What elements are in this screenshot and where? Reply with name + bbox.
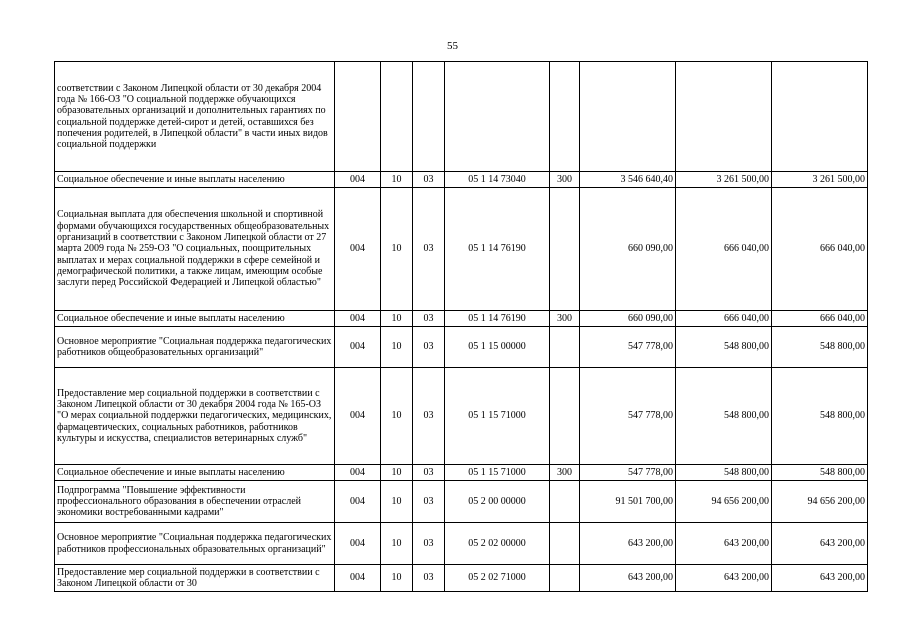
row-description: Социальное обеспечение и иные выплаты населению (55, 465, 335, 481)
amount-col-2: 643 200,00 (676, 565, 772, 592)
row-description: Социальное обеспечение и иные выплаты населению (55, 172, 335, 188)
target-article-code: 05 1 14 73040 (445, 172, 550, 188)
ministry-code: 004 (335, 311, 381, 327)
amount-col-1: 643 200,00 (580, 565, 676, 592)
amount-col-2: 548 800,00 (676, 465, 772, 481)
amount-col-2: 548 800,00 (676, 368, 772, 465)
table-row (55, 327, 868, 368)
amount-col-1: 547 778,00 (580, 465, 676, 481)
ministry-code: 004 (335, 188, 381, 311)
subsection-code (413, 62, 445, 172)
ministry-code: 004 (335, 327, 381, 368)
amount-col-2: 666 040,00 (676, 311, 772, 327)
ministry-code: 004 (335, 523, 381, 565)
expense-type-code (550, 368, 580, 465)
amount-col-1: 643 200,00 (580, 523, 676, 565)
ministry-code: 004 (335, 465, 381, 481)
subsection-code: 03 (413, 481, 445, 523)
target-article-code: 05 1 15 71000 (445, 368, 550, 465)
target-article-code: 05 1 14 76190 (445, 188, 550, 311)
page-number: 55 (447, 40, 458, 52)
amount-col-1: 91 501 700,00 (580, 481, 676, 523)
amount-col-2: 94 656 200,00 (676, 481, 772, 523)
section-code (381, 62, 413, 172)
subsection-code: 03 (413, 327, 445, 368)
row-description: Социальная выплата для обеспечения школьной и спортивной формами обучающихся государственных общеобразовательных организаций в соответствии с Законом Липецкой области от 27 марта 2009 года № 259-ОЗ "О социальных, поощрительных выплатах и мерах социальной поддержки в сфере семейной и демографической политики, а также лицам, имеющим особые заслуги перед Российской Федерацией и Липецкой областью" (55, 188, 335, 311)
ministry-code: 004 (335, 481, 381, 523)
table-row (55, 172, 868, 188)
section-code: 10 (381, 368, 413, 465)
amount-col-2: 666 040,00 (676, 188, 772, 311)
target-article-code (445, 62, 550, 172)
target-article-code: 05 2 02 71000 (445, 565, 550, 592)
amount-col-3: 666 040,00 (772, 188, 868, 311)
section-code: 10 (381, 481, 413, 523)
amount-col-3: 548 800,00 (772, 368, 868, 465)
section-code: 10 (381, 565, 413, 592)
subsection-code: 03 (413, 188, 445, 311)
target-article-code: 05 1 14 76190 (445, 311, 550, 327)
amount-col-1: 660 090,00 (580, 311, 676, 327)
amount-col-3: 643 200,00 (772, 523, 868, 565)
target-article-code: 05 2 02 00000 (445, 523, 550, 565)
row-description: Социальное обеспечение и иные выплаты населению (55, 311, 335, 327)
amount-col-1: 660 090,00 (580, 188, 676, 311)
table-row (55, 62, 868, 172)
amount-col-3: 548 800,00 (772, 327, 868, 368)
row-description: соответствии с Законом Липецкой области от 30 декабря 2004 года № 166-ОЗ "О социальной поддержке обучающихся образовательных организаций и дополнительных гарантиях по социальной поддержке детей-сирот и детей, оставшихся без попечения родителей, в Липецкой области" в части иных видов социальной поддержки (55, 62, 335, 172)
subsection-code: 03 (413, 172, 445, 188)
subsection-code: 03 (413, 465, 445, 481)
expense-type-code (550, 188, 580, 311)
table-row (55, 311, 868, 327)
row-description: Основное мероприятие "Социальная поддержка педагогических работников профессиональных образовательных организаций" (55, 523, 335, 565)
expense-type-code (550, 565, 580, 592)
amount-col-3 (772, 62, 868, 172)
amount-col-3: 94 656 200,00 (772, 481, 868, 523)
amount-col-1: 3 546 640,40 (580, 172, 676, 188)
amount-col-2: 643 200,00 (676, 523, 772, 565)
budget-table (54, 61, 868, 592)
target-article-code: 05 2 00 00000 (445, 481, 550, 523)
expense-type-code: 300 (550, 311, 580, 327)
table-row (55, 465, 868, 481)
ministry-code: 004 (335, 565, 381, 592)
row-description: Предоставление мер социальной поддержки в соответствии с Законом Липецкой области от 30 (55, 565, 335, 592)
section-code: 10 (381, 465, 413, 481)
target-article-code: 05 1 15 71000 (445, 465, 550, 481)
table-row (55, 481, 868, 523)
ministry-code: 004 (335, 172, 381, 188)
expense-type-code (550, 481, 580, 523)
subsection-code: 03 (413, 311, 445, 327)
ministry-code (335, 62, 381, 172)
subsection-code: 03 (413, 523, 445, 565)
row-description: Подпрограмма "Повышение эффективности профессионального образования в обеспечении отраслей экономики востребованными кадрами" (55, 481, 335, 523)
amount-col-1: 547 778,00 (580, 327, 676, 368)
ministry-code: 004 (335, 368, 381, 465)
expense-type-code: 300 (550, 172, 580, 188)
section-code: 10 (381, 327, 413, 368)
amount-col-2: 3 261 500,00 (676, 172, 772, 188)
target-article-code: 05 1 15 00000 (445, 327, 550, 368)
expense-type-code (550, 327, 580, 368)
table-row (55, 188, 868, 311)
subsection-code: 03 (413, 368, 445, 465)
row-description: Основное мероприятие "Социальная поддержка педагогических работников общеобразовательных организаций" (55, 327, 335, 368)
amount-col-3: 548 800,00 (772, 465, 868, 481)
amount-col-3: 666 040,00 (772, 311, 868, 327)
expense-type-code: 300 (550, 465, 580, 481)
expense-type-code (550, 523, 580, 565)
section-code: 10 (381, 523, 413, 565)
section-code: 10 (381, 172, 413, 188)
amount-col-3: 643 200,00 (772, 565, 868, 592)
table-row (55, 368, 868, 465)
amount-col-1 (580, 62, 676, 172)
table-row (55, 565, 868, 592)
amount-col-1: 547 778,00 (580, 368, 676, 465)
row-description: Предоставление мер социальной поддержки в соответствии с Законом Липецкой области от 30 декабря 2004 года № 165-ОЗ "О мерах социальной поддержки педагогических, медицинских, фармацевтических, социальных работников, работников культуры и искусства, специалистов ветеринарных служб" (55, 368, 335, 465)
amount-col-3: 3 261 500,00 (772, 172, 868, 188)
subsection-code: 03 (413, 565, 445, 592)
expense-type-code (550, 62, 580, 172)
section-code: 10 (381, 311, 413, 327)
section-code: 10 (381, 188, 413, 311)
amount-col-2 (676, 62, 772, 172)
amount-col-2: 548 800,00 (676, 327, 772, 368)
table-row (55, 523, 868, 565)
